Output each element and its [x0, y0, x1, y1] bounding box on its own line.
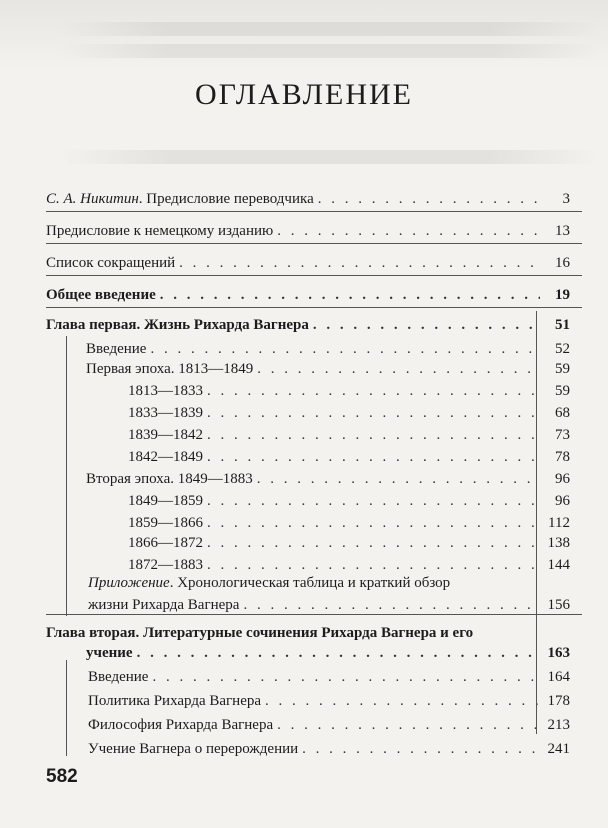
entry-title-continued: жизни Рихарда Вагнера [88, 597, 240, 613]
toc-entry-1839-1842 [128, 424, 570, 444]
indent-rule [66, 336, 67, 616]
leader-dots [277, 222, 540, 240]
entry-title: Философия Рихарда Вагнера [88, 717, 274, 733]
leader-dots [150, 340, 540, 358]
toc-entry-1866-1872 [128, 532, 570, 552]
section-rule [46, 211, 582, 212]
appendix-prefix: Приложение [88, 575, 170, 591]
leader-dots [257, 470, 540, 488]
page-number: 3 [562, 191, 570, 207]
author-name: С. А. Никитин [46, 191, 139, 207]
toc-entry-ch1-intro [86, 338, 570, 358]
leader-dots [207, 556, 540, 574]
page-number: 19 [555, 287, 570, 303]
toc-entry-1872-1883 [128, 554, 570, 574]
entry-title: Вторая эпоха. 1849—1883 [86, 471, 253, 487]
leader-dots [137, 644, 540, 662]
leader-dots [207, 382, 540, 400]
leader-dots [207, 448, 540, 466]
leader-dots [152, 668, 540, 686]
section-rule [46, 275, 582, 276]
leader-dots [207, 492, 540, 510]
page-number: 51 [555, 317, 570, 333]
leader-dots [243, 596, 540, 614]
page-number: 156 [547, 597, 570, 613]
page-number: 164 [547, 669, 570, 685]
entry-title: 1842—1849 [128, 449, 203, 465]
toc-entry-abbreviations [46, 252, 570, 272]
page-number: 96 [555, 471, 570, 487]
entry-title: . Хронологическая таблица и краткий обзор [169, 575, 451, 591]
page-number: 13 [555, 223, 570, 239]
leader-dots [313, 316, 540, 334]
leader-dots [207, 534, 540, 552]
page-number: 112 [548, 515, 570, 531]
toc-entry-ch2-intro [88, 666, 570, 686]
leader-dots [277, 716, 540, 734]
entry-title: 1859—1866 [128, 515, 203, 531]
toc-entry-preface-german [46, 220, 570, 240]
leader-dots [179, 254, 540, 272]
page-number: 78 [555, 449, 570, 465]
column-rule [536, 311, 537, 734]
entry-title: Общее введение [46, 287, 156, 303]
entry-title: Учение Вагнера о перерождении [88, 741, 299, 757]
toc-entry-philosophy [88, 714, 570, 734]
entry-title: Список сокращений [46, 255, 176, 271]
entry-title: Первая эпоха. 1813—1849 [86, 361, 254, 377]
page-number: 16 [555, 255, 570, 271]
entry-title: Введение [86, 341, 147, 357]
entry-title: 1866—1872 [128, 535, 203, 551]
indent-rule [66, 660, 67, 756]
page-number: 163 [547, 645, 570, 661]
page-number: 178 [547, 693, 570, 709]
entry-title: Глава первая. Жизнь Рихарда Вагнера [46, 317, 309, 333]
entry-title: Политика Рихарда Вагнера [88, 693, 262, 709]
toc-entry-1859-1866 [128, 512, 570, 532]
section-rule [46, 307, 582, 308]
leader-dots [160, 286, 540, 304]
toc-entry-1833-1839 [128, 402, 570, 422]
entry-title: 1849—1859 [128, 493, 203, 509]
page-number: 73 [555, 427, 570, 443]
leader-dots [265, 692, 540, 710]
entry-title: Введение [88, 669, 149, 685]
section-rule [46, 614, 582, 615]
entry-title: 1833—1839 [128, 405, 203, 421]
page-number: 213 [547, 717, 570, 733]
leader-dots [257, 360, 540, 378]
entry-title: 1872—1883 [128, 557, 203, 573]
toc-entry-second-epoch [86, 468, 570, 488]
toc-entry-politics [88, 690, 570, 710]
page-number: 52 [555, 341, 570, 357]
entry-title: . Предисловие переводчика [138, 191, 314, 207]
leader-dots [207, 426, 540, 444]
toc-entry-1813-1833 [128, 380, 570, 400]
toc-entry-preface-translator [46, 188, 570, 208]
page-number: 144 [547, 557, 570, 573]
toc-entry-regeneration [88, 738, 570, 758]
entry-title: 1813—1833 [128, 383, 203, 399]
page-folio: 582 [46, 766, 78, 787]
toc-entry-appendix-line1 [88, 574, 450, 592]
page-title: ОГЛАВЛЕНИЕ [195, 78, 413, 111]
toc-entry-1849-1859 [128, 490, 570, 510]
leader-dots [318, 190, 540, 208]
page-number: 138 [547, 535, 570, 551]
page-number: 96 [555, 493, 570, 509]
toc-entry-appendix [88, 594, 570, 614]
toc-entry-first-epoch [86, 358, 570, 378]
leader-dots [207, 404, 540, 422]
entry-title-continued: учение [86, 645, 133, 661]
toc-entry-general-intro [46, 284, 570, 304]
page-number: 59 [555, 383, 570, 399]
page-number: 59 [555, 361, 570, 377]
section-rule [46, 243, 582, 244]
entry-title: 1839—1842 [128, 427, 203, 443]
page-number: 68 [555, 405, 570, 421]
toc-entry-chapter-two [86, 642, 570, 662]
toc-entry-1842-1849 [128, 446, 570, 466]
page-number: 241 [547, 741, 570, 757]
leader-dots [207, 514, 540, 532]
leader-dots [302, 740, 540, 758]
toc-entry-chapter-two-line1: Глава вторая. Литературные сочинения Рихарда Вагнера и его [46, 625, 474, 641]
entry-title: Предисловие к немецкому изданию [46, 223, 274, 239]
toc-entry-chapter-one [46, 314, 570, 334]
